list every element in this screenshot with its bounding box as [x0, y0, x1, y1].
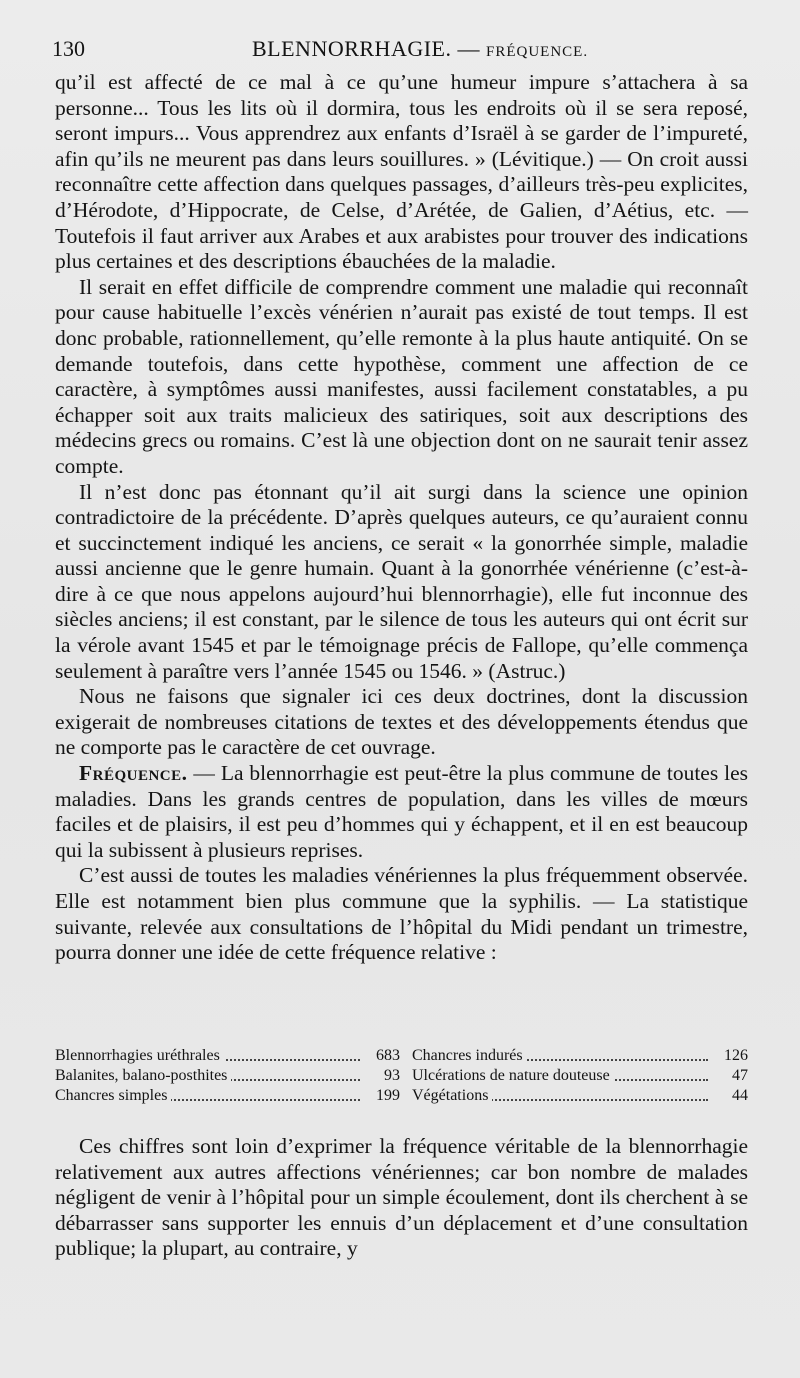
closing-text — [55, 1134, 748, 1262]
stat-label: Végétations — [412, 1086, 492, 1106]
stat-value: 683 — [372, 1046, 400, 1066]
running-title-section: FRÉQUENCE. — [486, 44, 589, 60]
stat-row — [55, 1046, 400, 1066]
frequence-text: — La blennorrhagie est peut-être la plus commune de toutes les maladies. Dans les grands centres de population, dans les villes de mœurs faciles et de plaisirs, il est peu d’hommes qui y échappent, et il en est beaucoup qui la subissent à plusieurs reprises. — [55, 761, 748, 862]
paragraph-opinion: Il n’est donc pas étonnant qu’il ait surgi dans la science une opinion contradictoire de la précédente. D’après quelques auteurs, ce qu’auraient connu et succinctement indiqué les anciens, ce serait « la gonorrhée simple, maladie aussi ancienne que le genre humain. Quant à la gonorrhée vénérienne (c’est-à-dire à ce que nous appelons aujourd’hui blennorrhagie), elle fut inconnue des siècles anciens; il est constant, par le silence de tous les auteurs qui ont écrit sur la vérole avant 1545 et par le témoignage précis de Fallope, qu’elle commença seulement à paraître vers l’année 1545 ou 1546. » (Astruc.) — [55, 479, 748, 683]
stat-row — [412, 1066, 748, 1086]
paragraph-frequence — [55, 761, 748, 863]
statistics-column-left — [55, 1046, 400, 1106]
paragraph-continued: qu’il est affecté de ce mal à ce qu’une humeur impure s’attachera à sa personne... Tous les lits où il dormira, tous les endroits où il se sera reposé, seront impurs... Vous apprendrez aux enfants d’Israël à se garder de l’impureté, afin qu’ils ne meurent pas dans leurs souillures. » (Lévitique.) — On croit aussi reconnaître cette affection dans quelques passages, d’ailleurs très-peu explicites, d’Hérodote, d’Hippocrate, de Celse, d’Arétée, de Galien, d’Aétius, etc. — Toutefois il faut arriver aux Arabes et aux arabistes pour trouver des indications plus certaines et des descriptions ébauchées de la maladie. — [55, 70, 748, 274]
stat-label: Balanites, balano-posthites — [55, 1066, 231, 1086]
stat-label: Ulcérations de nature douteuse — [412, 1066, 614, 1086]
running-header — [52, 36, 752, 64]
main-text — [55, 70, 748, 966]
stat-value: 47 — [728, 1066, 748, 1086]
statistics-column-right — [412, 1046, 748, 1106]
statistics-table — [55, 1046, 748, 1108]
stat-value: 44 — [728, 1086, 748, 1106]
stat-label: Chancres indurés — [412, 1046, 527, 1066]
stat-row — [412, 1086, 748, 1106]
stat-row — [55, 1066, 400, 1086]
stat-value: 93 — [380, 1066, 400, 1086]
page-number: 130 — [52, 36, 85, 61]
paragraph-closing: Ces chiffres sont loin d’exprimer la fréquence véritable de la blennorrhagie relativement aux autres affections vénériennes; car bon nombre de malades négligent de venir à l’hôpital pour un simple écoulement, dont ils cherchent à se débarrasser sans supporter les ennuis d’un déplacement et d’une consultation publique; la plupart, au contraire, y — [55, 1134, 748, 1261]
stat-label: Blennorrhagies uréthrales — [55, 1046, 224, 1066]
stat-row — [412, 1046, 748, 1066]
stat-value: 199 — [372, 1086, 400, 1106]
running-title-main: BLENNORRHAGIE. — — [252, 36, 480, 61]
stat-row — [55, 1086, 400, 1106]
stat-label: Chancres simples — [55, 1086, 171, 1106]
section-heading-frequence: Fréquence. — [79, 761, 188, 786]
paragraph-statistics-intro: C’est aussi de toutes les maladies vénériennes la plus fréquemment observée. Elle est notamment bien plus commune que la syphilis. — La statistique suivante, relevée aux consultations de l’hôpital du Midi pendant un trimestre, pourra donner une idée de cette fréquence relative : — [55, 863, 748, 965]
running-title — [252, 36, 588, 62]
paragraph-antiquity: Il serait en effet difficile de comprendre comment une maladie qui reconnaît pour cause habituelle l’excès vénérien n’aurait pas existé de tout temps. Il est donc probable, rationnellement, qu’elle remonte à la plus haute antiquité. On se demande toutefois, dans cette hypothèse, comment une affection de ce caractère, à symptômes aussi manifestes, aussi facilement constatables, a pu échapper soit aux traits malicieux des satiriques, soit aux descriptions des médecins grecs ou romains. C’est là une objection dont on ne saurait tenir assez compte. — [55, 274, 748, 478]
stat-value: 126 — [720, 1046, 748, 1066]
paragraph-doctrines: Nous ne faisons que signaler ici ces deux doctrines, dont la discussion exigerait de nombreuses citations de textes et des développements étendus que ne comporte pas le caractère de cet ouvrage. — [55, 684, 748, 760]
